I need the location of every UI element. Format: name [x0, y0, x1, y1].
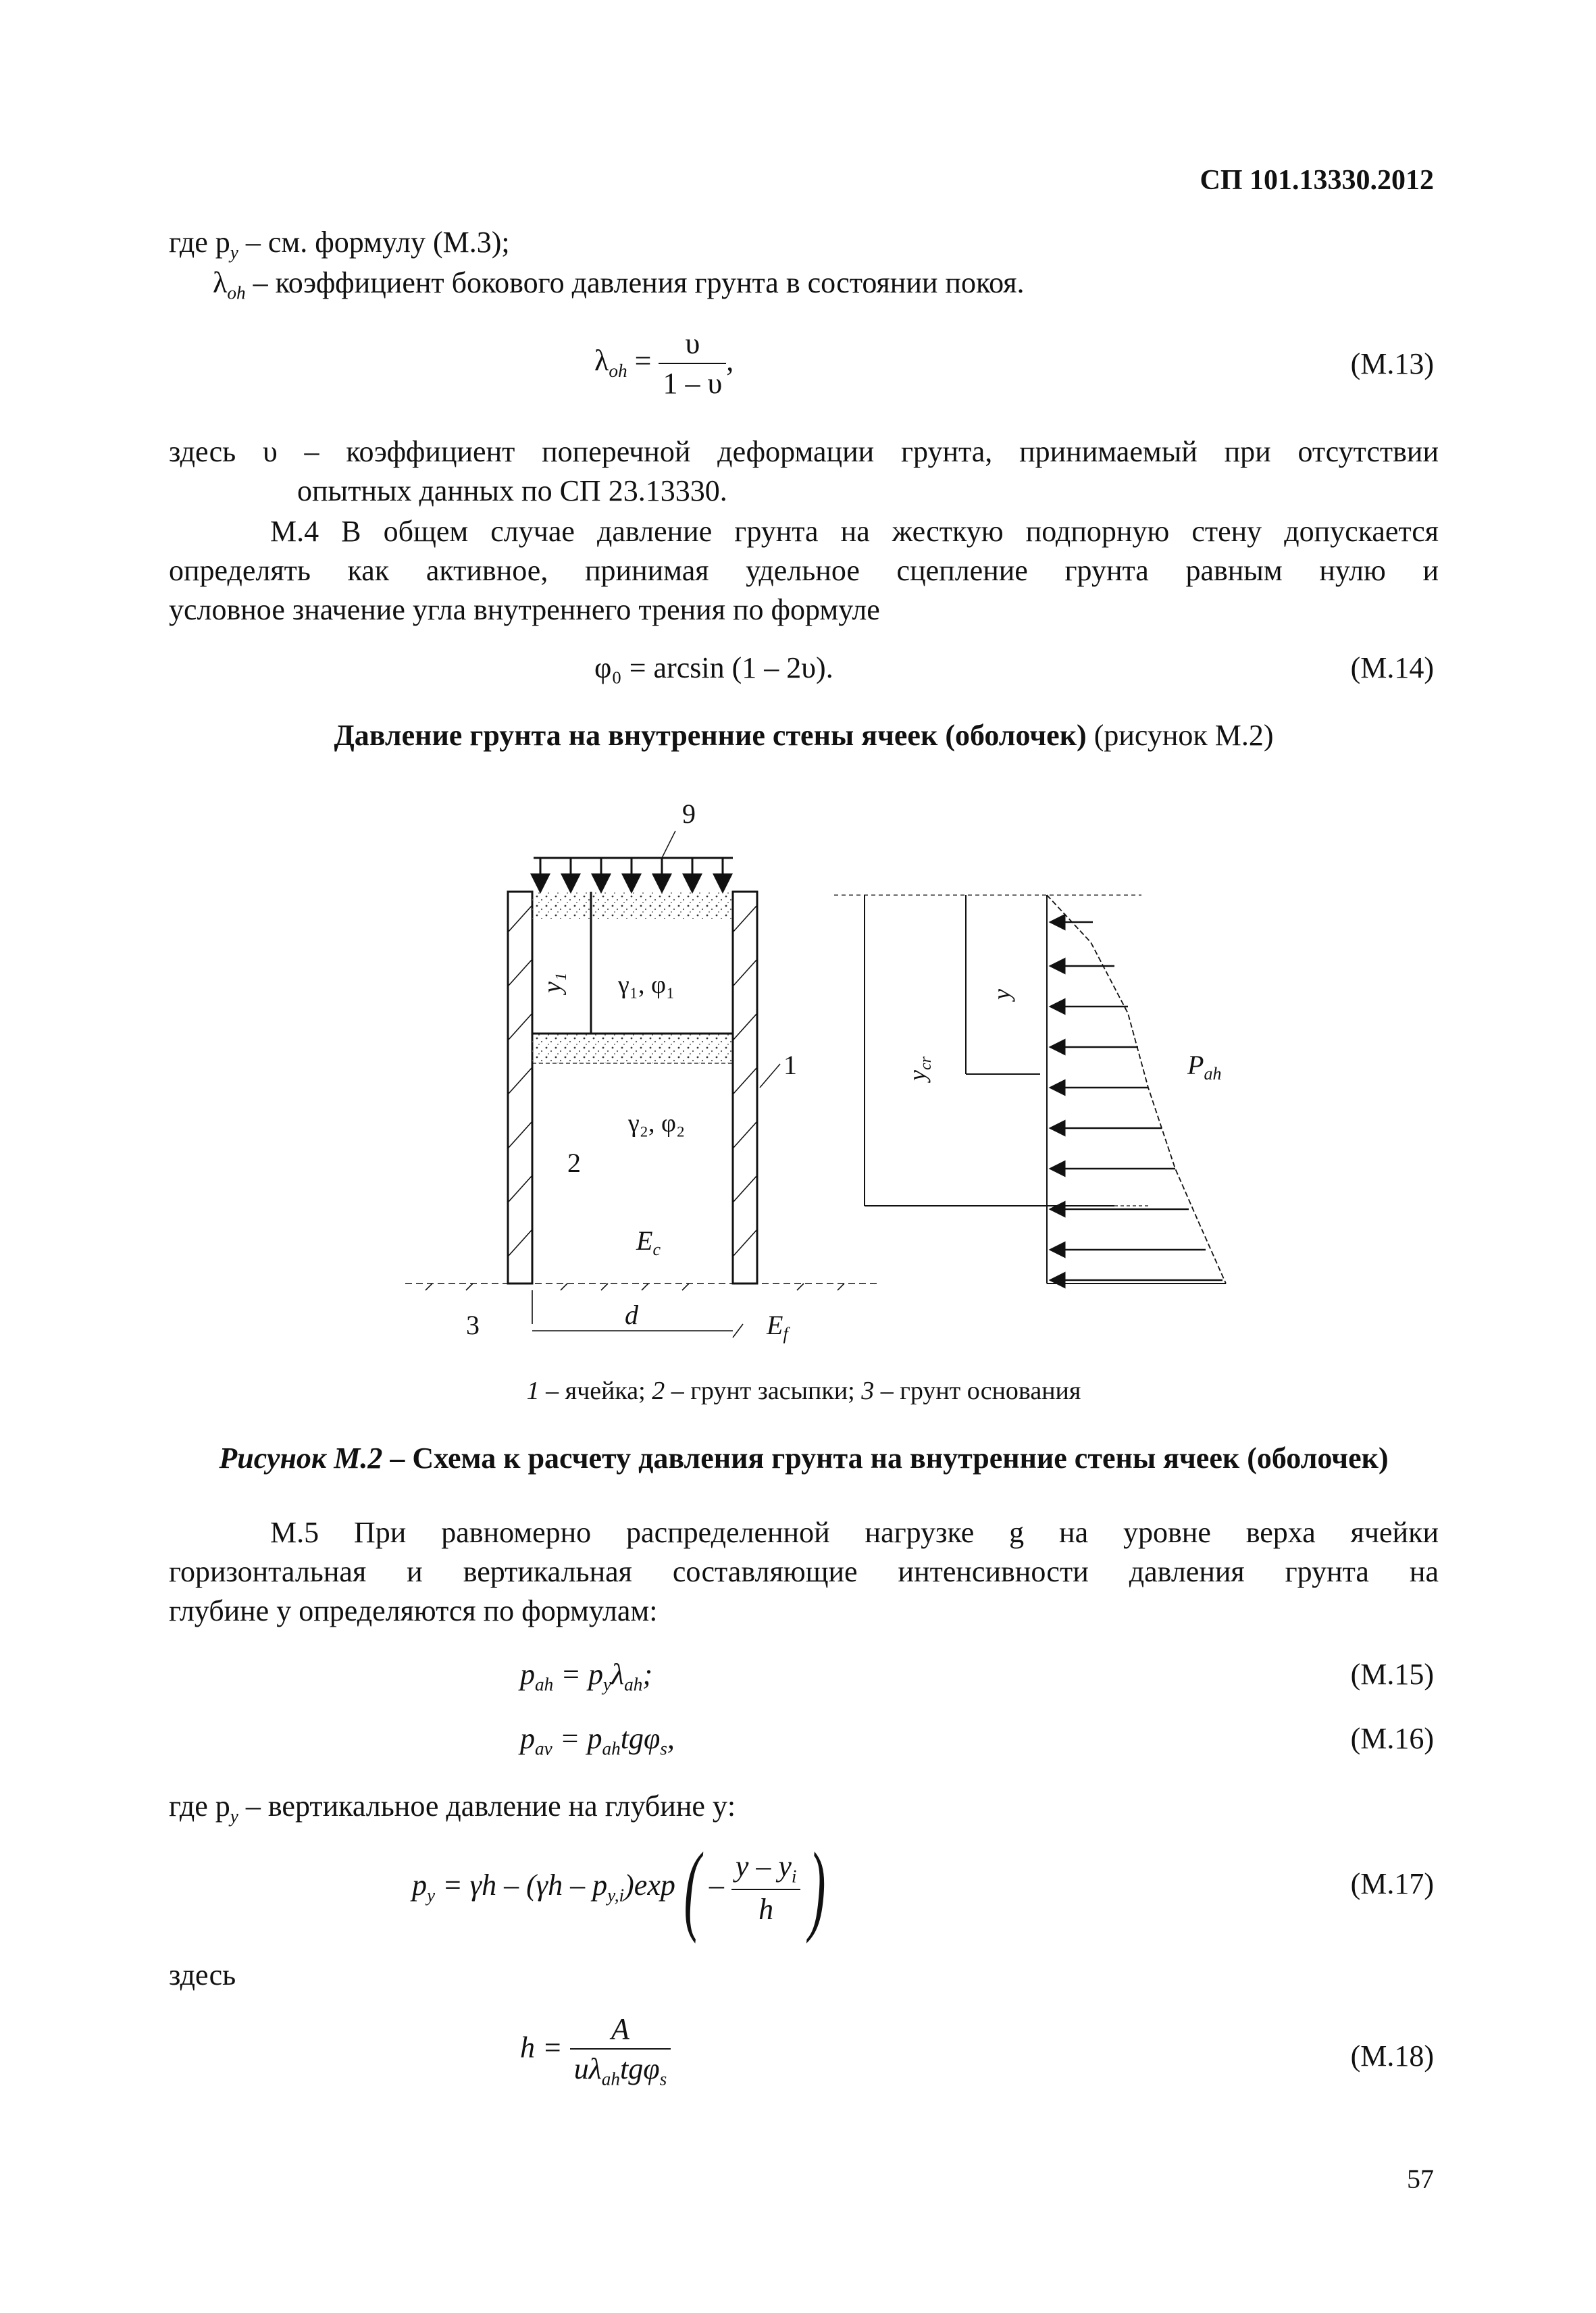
text-line: М.5 При равномерно распределенной нагрузке g на уровне верха ячейки [270, 1516, 1439, 1549]
label-2: 2 [567, 1148, 581, 1178]
text-line: опытных данных по СП 23.13330. [297, 474, 727, 507]
load-arrows [534, 831, 733, 892]
figure-m2 [365, 790, 1310, 1358]
section-title: Давление грунта на внутренние стены ячеек (оболочек) (рисунок М.2) [334, 719, 1274, 752]
formula-m18: h = $\frac{A}{u\lambda_{ah}tg\varphi_s}$ [520, 2010, 671, 2091]
ground-line [405, 1283, 878, 1290]
soil-layer-middle [532, 1034, 733, 1063]
text-line: условное значение угла внутреннего трения по формуле [169, 593, 880, 626]
pressure-diagram [834, 895, 1226, 1283]
figure-caption: Рисунок М.2 – Схема к расчету давления грунта на внутренние стены ячеек (оболочек) [219, 1442, 1389, 1475]
formula-number: (М.16) [1350, 1722, 1434, 1755]
text-line: где $p_y$ – вертикальное давление на глубине y: [169, 1789, 736, 1827]
label-gamma2-phi2: γ₂, φ₂ [628, 1109, 686, 1138]
soil-layer-top [532, 892, 733, 919]
formula-number: (М.14) [1350, 651, 1434, 684]
label-9: 9 [682, 798, 696, 829]
formula-number: (М.18) [1350, 2039, 1434, 2073]
formula-m16: $p_{av} = p_{ah}tg\varphi_s$, [520, 1722, 675, 1759]
page-number: 57 [1407, 2164, 1434, 2194]
label-y1: y₁ [538, 972, 567, 993]
formula-number: (М.13) [1350, 347, 1434, 380]
text-line: М.4 В общем случае давление грунта на жесткую подпорную стену допускается [270, 515, 1439, 548]
label-3: 3 [466, 1310, 480, 1340]
text-line: где $p_y$ – см. формулу (М.3); [169, 226, 510, 263]
formula-number: (М.15) [1350, 1658, 1434, 1691]
text-line: здесь υ – коэффициент поперечной деформации грунта, принимаемый при отсутствии [169, 435, 1439, 468]
label-pah: $P_{ah}$ [1187, 1050, 1222, 1084]
figure-legend: 1 – ячейка; 2 – грунт засыпки; 3 – грунт основания [526, 1377, 1081, 1405]
text-line: $\lambda_{oh}$ – коэффициент бокового давления грунта в состоянии покоя. [213, 266, 1025, 303]
cell-walls [508, 892, 757, 1283]
text-line: глубине y определяются по формулам: [169, 1594, 658, 1627]
label-ec: $E_c$ [636, 1225, 661, 1259]
formula-m13: $\lambda_{oh}$ = $\frac{\upsilon}{1 - \upsilon}$ , [594, 324, 733, 403]
formula-m17: $p_y = \gamma h - (\gamma h - p_{y,i})\exp$( – $\frac{y - y_i}{h}$ ) [412, 1832, 826, 1944]
text-line: горизонтальная и вертикальная составляющие интенсивности давления грунта на [169, 1555, 1439, 1588]
formula-number: (М.17) [1350, 1867, 1434, 1900]
label-ef: $E_f$ [767, 1310, 788, 1344]
label-1: 1 [783, 1050, 797, 1080]
document-code: СП 101.13330.2012 [1200, 165, 1434, 196]
formula-m15: $p_{ah} = p_y\lambda_{ah}$; [520, 1658, 653, 1695]
label-ycr: $y_{cr}$ [904, 1057, 935, 1081]
text-line: определять как активное, принимая удельное сцепление грунта равным нулю и [169, 554, 1439, 587]
label-d: d [625, 1300, 638, 1330]
formula-m14: φ₀ = arcsin (1 – 2υ). [594, 651, 833, 684]
text-line: здесь [169, 1958, 236, 1991]
label-gamma1-phi1: γ₁, φ₁ [618, 971, 675, 999]
label-y: y [988, 989, 1015, 1000]
